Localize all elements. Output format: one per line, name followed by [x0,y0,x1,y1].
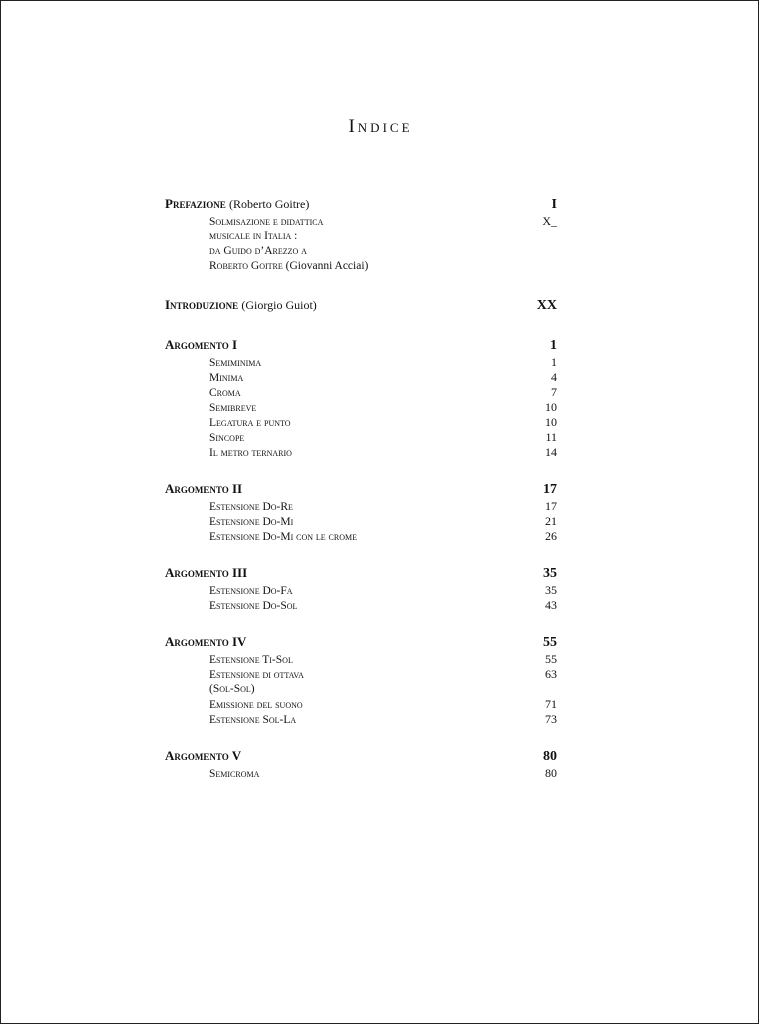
toc-entry[interactable] [165,336,557,354]
toc-entry-page: 80 [543,749,557,764]
toc-entry[interactable] [165,633,557,651]
toc-subentry-page: 73 [545,712,557,726]
toc-subentry[interactable] [165,499,557,514]
toc-subentry-page: X_ [542,214,557,228]
toc-subentry-page: 11 [545,430,557,444]
toc-subentry-label: Croma [209,387,241,399]
toc-entry-label: Argomento IV [165,634,247,649]
page-title: Indice [348,116,413,137]
toc-subentry-label: Emissione del suono [209,699,303,711]
toc-entry-label: Argomento II [165,481,243,496]
toc-subentry-label: Sincope [209,432,245,444]
toc-subentry[interactable] [165,667,557,682]
toc-subentry[interactable] [165,652,557,667]
toc-subentry-label: Minima [209,372,244,384]
toc-subentry-label: musicale in Italia : [209,230,298,242]
toc-entry-page: XX [536,298,557,313]
toc-subentry-label: Estensione Do-Mi [209,516,294,528]
toc-subentry [165,259,557,274]
toc-subentry-page: 71 [545,697,557,711]
toc-subentry [165,682,557,697]
toc-subentry[interactable] [165,529,557,544]
toc-subentry-page: 80 [545,766,557,780]
toc-subentry-label: Estensione di ottava [209,669,304,681]
toc-subentry-label: Estensione Do-Mi con le crome [209,531,357,543]
toc-entry-label: Prefazione (Roberto Goitre) [165,196,310,211]
toc-subentry [165,229,557,244]
toc-entry-label: Argomento V [165,748,242,763]
toc-subentry-label: Semiminima [209,357,262,369]
toc-entry[interactable] [165,564,557,582]
toc-subentry[interactable] [165,445,557,460]
toc-subentry-label: Solmisazione e didattica [209,216,324,228]
toc-subentry[interactable] [165,400,557,415]
toc-subentry-page: 26 [545,529,557,543]
toc-section-prefazione [165,195,557,274]
toc-subentry-label: Estensione Sol-La [209,714,297,726]
toc-subentry-page: 21 [545,514,557,528]
toc-subentry[interactable] [165,598,557,613]
toc-subentry-label: Estensione Do-Fa [209,585,293,597]
table-of-contents [165,195,557,781]
toc-subentry[interactable] [165,430,557,445]
toc-entry-page: 1 [550,338,557,353]
toc-subentry-label: (Sol-Sol) [209,683,255,695]
toc-section-argomento-1 [165,336,557,460]
toc-subentry[interactable] [165,385,557,400]
toc-section-argomento-5 [165,747,557,781]
toc-entry-label: Argomento I [165,337,238,352]
toc-subentry-label: Il metro ternario [209,447,292,459]
toc-entry[interactable] [165,747,557,765]
toc-subentry[interactable] [165,355,557,370]
toc-entry-page: 35 [543,566,557,581]
toc-entry-label: Argomento III [165,565,248,580]
toc-subentry-label: Estensione Do-Sol [209,600,298,612]
toc-entry-author: (Roberto Goitre) [229,197,310,211]
toc-entry-page: 17 [543,482,557,497]
toc-entry-label: Introduzione (Giorgio Guiot) [165,297,317,312]
toc-subentry-page: 17 [545,499,557,513]
toc-subentry-label: da Guido d’Arezzo a [209,245,307,257]
toc-subentry-page: 4 [551,370,557,384]
toc-subentry-label: Estensione Do-Re [209,501,293,513]
toc-entry-page: I [551,197,557,212]
toc-entry[interactable] [165,296,557,314]
toc-subentry-label: Legatura e punto [209,417,291,429]
toc-subentry[interactable] [165,415,557,430]
toc-subentry[interactable] [165,370,557,385]
toc-subentry-page: 43 [545,598,557,612]
toc-section-argomento-4 [165,633,557,727]
toc-subentry-page: 35 [545,583,557,597]
toc-entry[interactable] [165,480,557,498]
toc-section-introduzione [165,296,557,314]
toc-subentry-label: Estensione Ti-Sol [209,654,293,666]
toc-subentry-label: Semibreve [209,402,257,414]
toc-subentry-page: 10 [545,400,557,414]
toc-subentry[interactable] [165,514,557,529]
toc-section-argomento-3 [165,564,557,613]
toc-subentry-page: 1 [551,355,557,369]
toc-subentry[interactable] [165,697,557,712]
toc-subentry-label: Semicroma [209,768,260,780]
toc-subentry-page: 10 [545,415,557,429]
toc-subentry-page: 63 [545,667,557,681]
toc-entry[interactable] [165,195,557,213]
toc-subentry[interactable] [165,712,557,727]
toc-subentry-page: 7 [551,385,557,399]
toc-subentry[interactable] [165,583,557,598]
toc-subentry-author: (Giovanni Acciai) [285,260,369,272]
toc-subentry-label: Roberto Goitre (Giovanni Acciai) [209,260,369,272]
toc-section-argomento-2 [165,480,557,544]
toc-subentry-page: 55 [545,652,557,666]
toc-entry-page: 55 [543,635,557,650]
toc-subentry[interactable] [165,214,557,229]
toc-entry-author: (Giorgio Guiot) [241,298,317,312]
toc-subentry [165,244,557,259]
toc-subentry[interactable] [165,766,557,781]
toc-subentry-page: 14 [545,445,557,459]
